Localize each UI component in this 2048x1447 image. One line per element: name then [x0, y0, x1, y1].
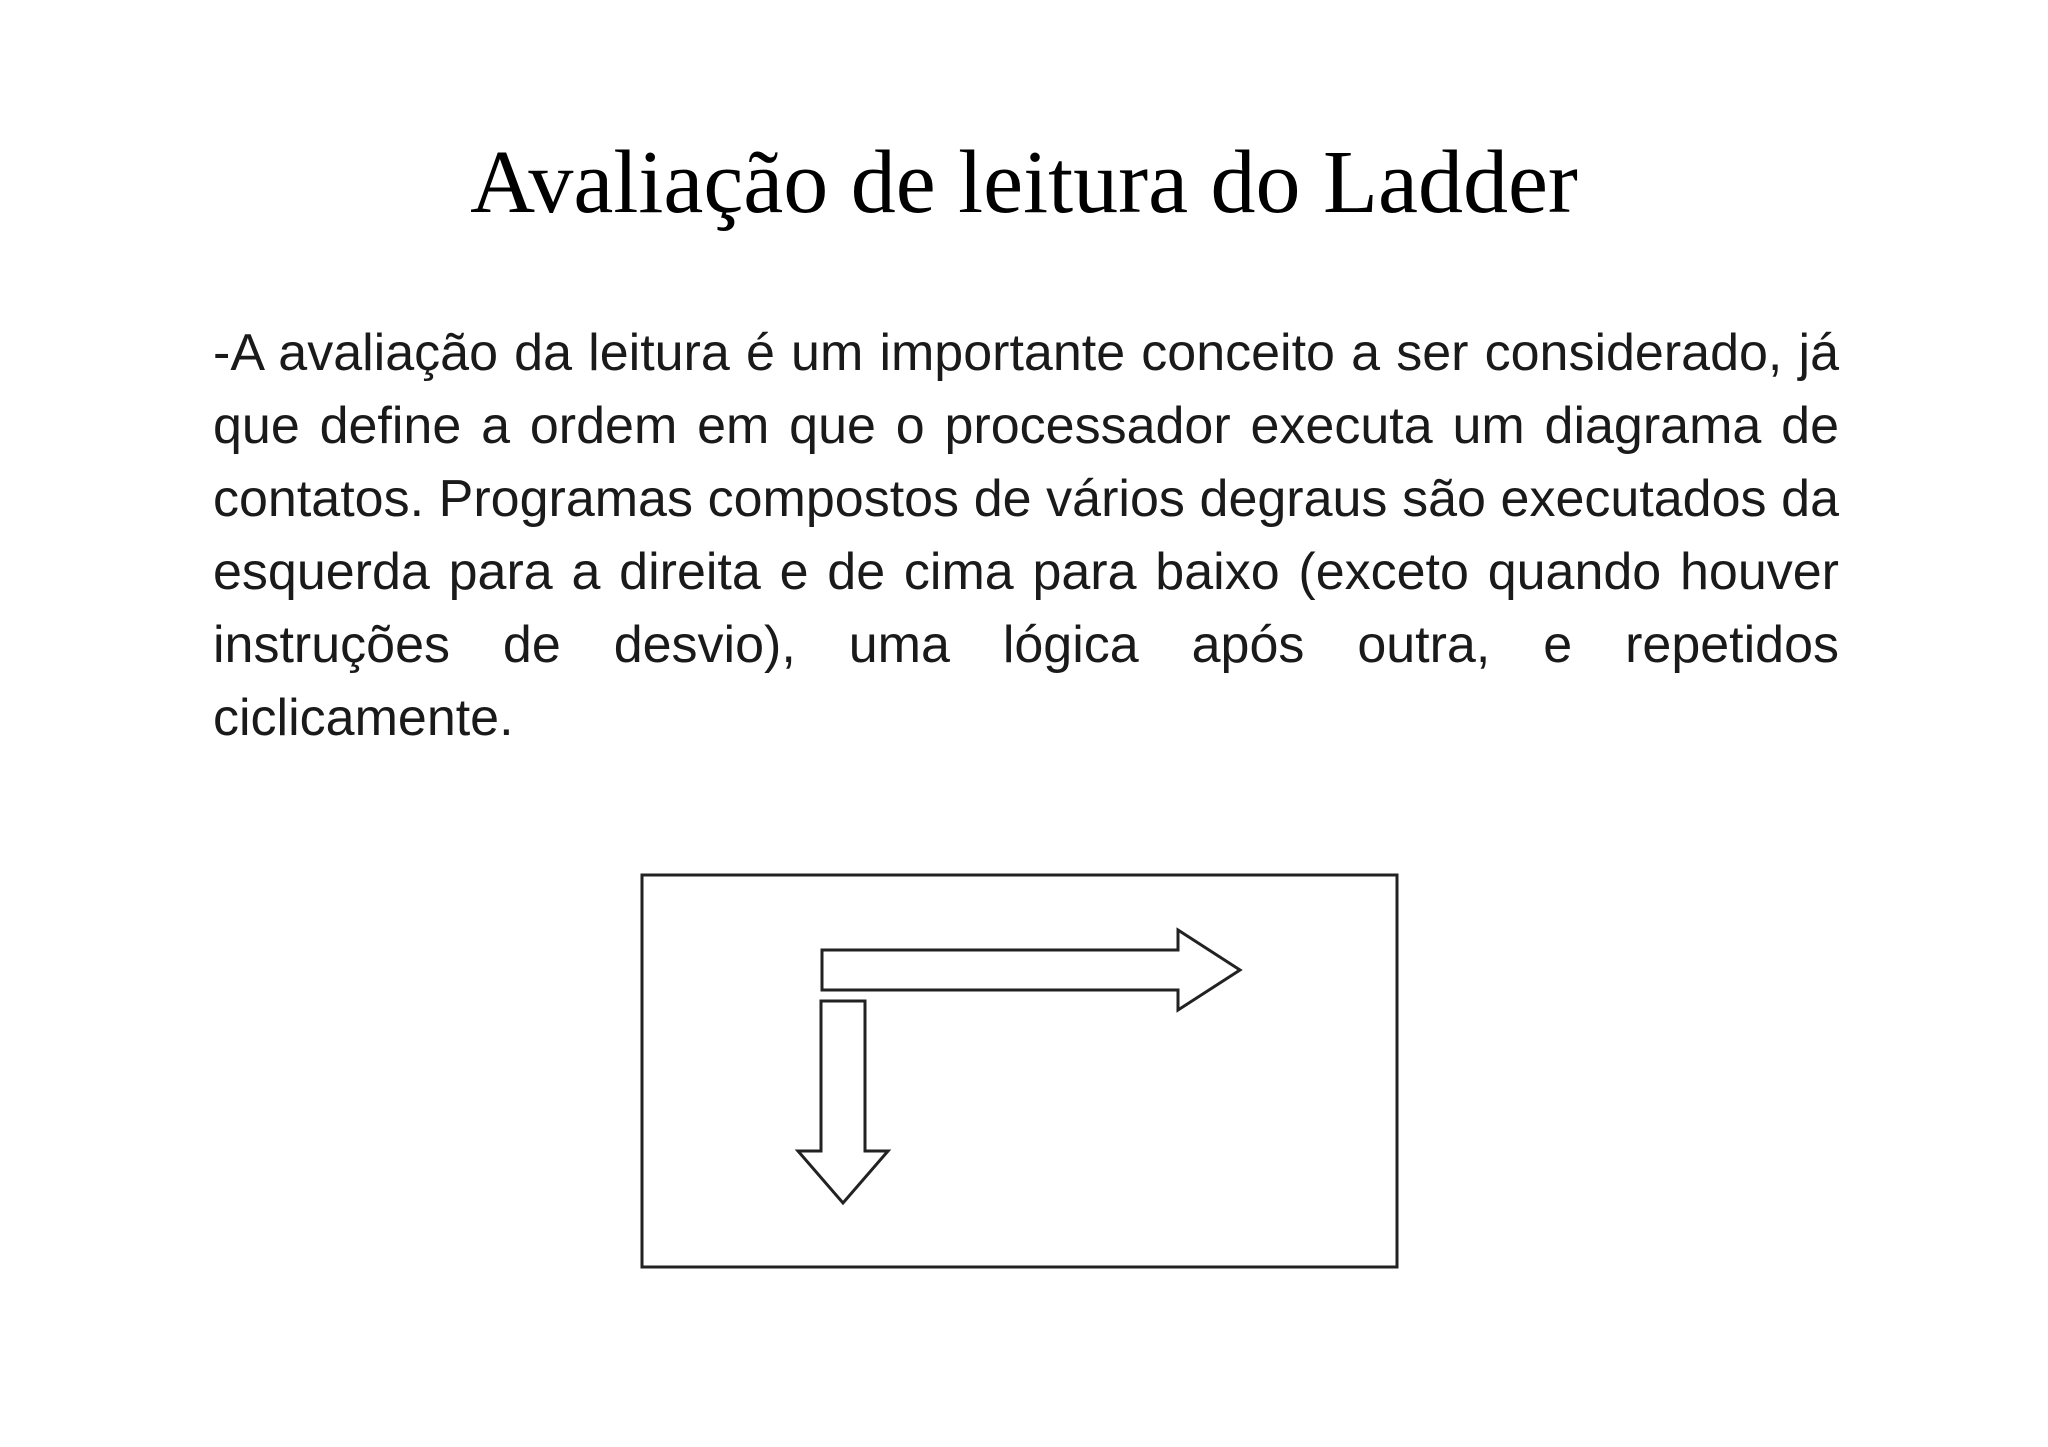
slide-title: Avaliação de leitura do Ladder — [470, 133, 1578, 232]
reading-order-diagram — [640, 873, 1401, 1273]
diagram-frame — [642, 875, 1397, 1267]
body-paragraph: -A avaliação da leitura é um importante conceito a ser considerado, já que define a ordem em que o processador executa um diagrama de contatos. Programas compostos de vários degraus são executados da esquerda para a direita e de cima para baixo (exceto quando houver instruções de desvio), uma lógica após outra, e repetidos ciclicamente. — [213, 324, 1839, 747]
